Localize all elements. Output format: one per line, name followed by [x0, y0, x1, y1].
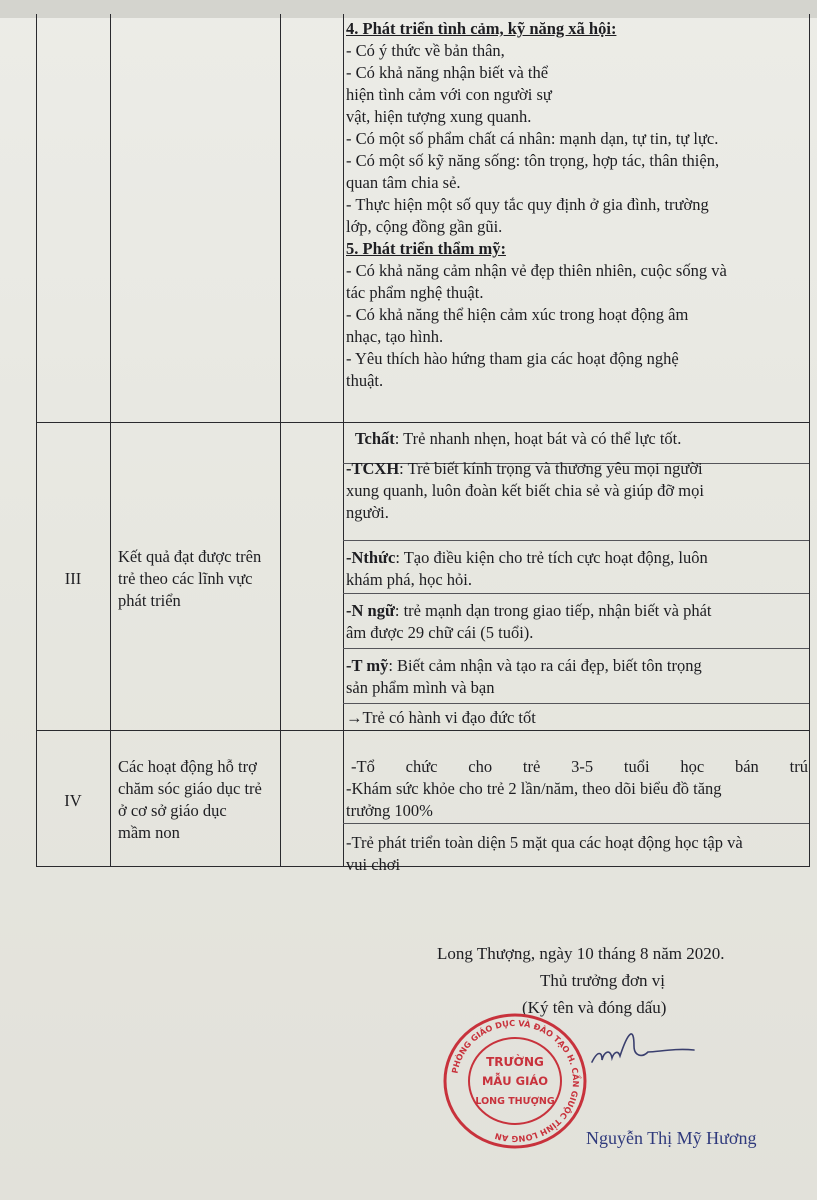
- word: bán: [734, 757, 759, 776]
- item-continuation: sản phẩm mình và bạn: [346, 678, 495, 697]
- row3-item-tmy: [345, 655, 811, 699]
- subrow-line: [343, 648, 809, 649]
- item-label: Tchất: [355, 429, 395, 448]
- row3-title: [114, 546, 288, 612]
- table-divider-col1: [110, 14, 111, 867]
- section4-heading: 4. Phát triển tình cảm, kỹ năng xã hội:: [346, 19, 617, 38]
- section5-line: - Yêu thích hào hứng tham gia các hoạt động nghệ: [346, 349, 679, 368]
- row3-title-line: phát triển: [118, 591, 181, 610]
- item-label: -Nthức: [346, 548, 396, 567]
- word: trú: [789, 757, 808, 776]
- row3-item-nngu: [345, 600, 811, 644]
- item-text: : Tạo điều kiện cho trẻ tích cực hoạt động, luôn: [395, 548, 708, 567]
- row3-item-nthuc: [345, 547, 811, 591]
- item-text: : Trẻ biết kính trọng và thương yêu mọi người: [399, 459, 703, 478]
- activity-line: -Khám sức khỏe cho trẻ 2 lần/năm, theo dõi biểu đồ tăng: [346, 779, 722, 798]
- table-divider-col2: [280, 14, 281, 867]
- section4-line: - Thực hiện một số quy tắc quy định ở gia đình, trường: [346, 195, 709, 214]
- subrow-line: [343, 540, 809, 541]
- section5-line: thuật.: [346, 371, 384, 390]
- subrow-line: [343, 593, 809, 594]
- place-date: Long Thượng, ngày 10 tháng 8 năm 2020.: [437, 944, 725, 963]
- section4-line: - Có ý thức về bản thân,: [346, 41, 505, 60]
- item-text: : Trẻ nhanh nhẹn, hoạt bát và có thể lực tốt.: [394, 429, 682, 448]
- item-label: -TCXH: [346, 459, 400, 478]
- word: -Tổ: [351, 757, 375, 776]
- development-goals-cell: [345, 18, 811, 392]
- section4-line: - Có một số kỹ năng sống: tôn trọng, hợp tác, thân thiện,: [346, 151, 720, 170]
- activity-line: vui chơi: [346, 855, 401, 874]
- word: 3-5: [571, 757, 594, 776]
- item-text: : trẻ mạnh dạn trong giao tiếp, nhận biết và phát: [394, 601, 712, 620]
- stamp-line: MẪU GIÁO: [481, 1074, 549, 1088]
- results-table: [36, 14, 810, 874]
- item-continuation: xung quanh, luôn đoàn kết biết chia sẻ và giúp đỡ mọi: [346, 481, 704, 500]
- item-continuation: âm được 29 chữ cái (5 tuổi).: [346, 623, 534, 642]
- row4-title-line: ở cơ sở giáo dục: [118, 801, 227, 820]
- activity-line-justified: [346, 756, 808, 778]
- section5-line: tác phẩm nghệ thuật.: [346, 283, 484, 302]
- subrow-line: [343, 703, 809, 704]
- item-text: : Biết cảm nhận và tạo ra cái đẹp, biết tôn trọng: [388, 656, 702, 675]
- section4-line: hiện tình cảm với con người sự: [346, 85, 552, 104]
- signer-name: Nguyễn Thị Mỹ Hương: [586, 1128, 757, 1148]
- section4-line: - Có một số phẩm chất cá nhân: mạnh dạn, tự tin, tự lực.: [346, 129, 719, 148]
- section5-line: - Có khả năng thể hiện cảm xúc trong hoạt động âm: [346, 305, 689, 324]
- item-text: Trẻ có hành vi đạo đức tốt: [362, 708, 536, 727]
- word: tuổi: [623, 757, 650, 776]
- row4-title-line: Các hoạt động hỗ trợ: [118, 757, 257, 776]
- row4-title-line: mầm non: [118, 823, 180, 842]
- word: cho: [468, 757, 493, 776]
- item-label: -T mỹ: [346, 656, 389, 675]
- stamp-ring-text: PHÒNG GIÁO DỤC VÀ ĐÀO TẠO H. CẦN GIUỘC TỈNH LONG AN: [449, 1017, 582, 1145]
- row-separator-4: [36, 730, 810, 731]
- table-border-left: [36, 14, 37, 867]
- word: học: [680, 757, 705, 776]
- row3-title-line: trẻ theo các lĩnh vực: [118, 569, 253, 588]
- word: chức: [405, 757, 438, 776]
- item-continuation: khám phá, học hỏi.: [346, 570, 473, 589]
- row-number-label: IV: [64, 791, 82, 810]
- row3-item-conclusion: [345, 707, 811, 729]
- section4-line: lớp, cộng đồng gần gũi.: [346, 217, 503, 236]
- row4-title: [114, 756, 288, 844]
- row3-number: [36, 568, 110, 590]
- item-label: -N ngữ: [346, 601, 395, 620]
- activity-line: trưởng 100%: [346, 801, 433, 820]
- section5-line: - Có khả năng cảm nhận vẻ đẹp thiên nhiên, cuộc sống và: [346, 261, 727, 280]
- word: trẻ: [522, 757, 541, 776]
- handwritten-signature: [588, 1022, 698, 1082]
- row4-title-line: chăm sóc giáo dục trẻ: [118, 779, 262, 798]
- table-divider-col3: [343, 14, 344, 867]
- stamp-line: LONG THƯỢNG: [475, 1096, 555, 1107]
- arrow-icon: →: [346, 708, 363, 727]
- section5-heading: 5. Phát triển thẩm mỹ:: [346, 239, 506, 258]
- row-number-label: III: [64, 569, 82, 588]
- signer-title: Thủ trưởng đơn vị: [540, 971, 665, 990]
- row3-item-tcxh: [345, 458, 811, 524]
- row3-title-line: Kết quả đạt được trên: [118, 547, 262, 566]
- section4-line: vật, hiện tượng xung quanh.: [346, 107, 532, 126]
- row-separator-3: [36, 422, 810, 423]
- section4-line: quan tâm chia sẻ.: [346, 173, 461, 192]
- row4-activities: [345, 756, 811, 876]
- item-continuation: người.: [346, 503, 389, 522]
- section4-line: - Có khả năng nhận biết và thể: [346, 63, 549, 82]
- sign-note: (Ký tên và đóng dấu): [522, 998, 667, 1017]
- row4-number: [36, 790, 110, 812]
- stamp-line: TRƯỜNG: [486, 1055, 544, 1069]
- school-stamp: [440, 1012, 590, 1150]
- row3-item-tchat: [354, 428, 817, 450]
- activity-line: -Trẻ phát triển toàn diện 5 mặt qua các hoạt động học tập và: [346, 833, 743, 852]
- section5-line: nhạc, tạo hình.: [346, 327, 444, 346]
